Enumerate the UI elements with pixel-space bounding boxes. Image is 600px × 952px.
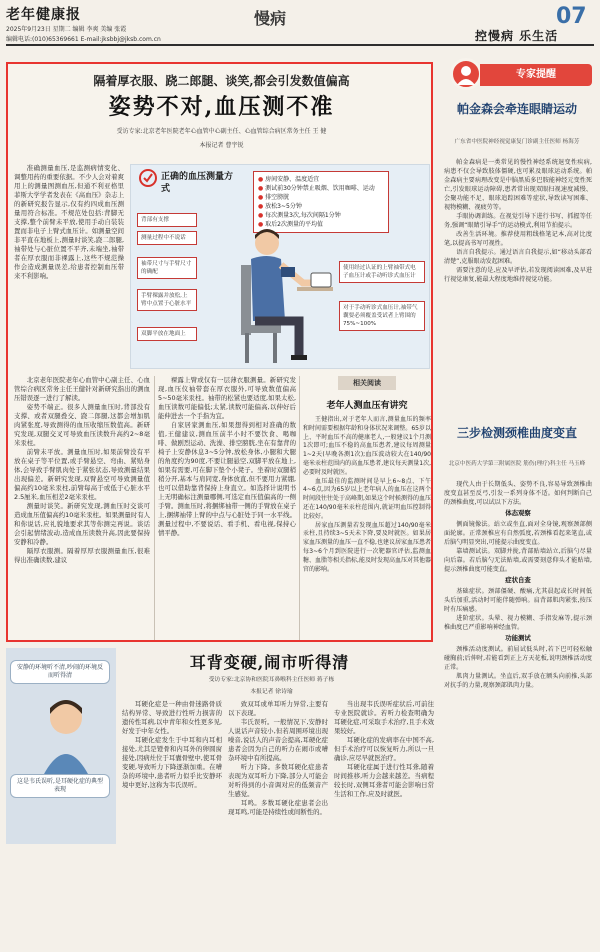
ear-column-2 <box>228 700 328 948</box>
infographic-title: 正确的血压测量方式 <box>161 172 234 194</box>
lead-column-2 <box>14 376 150 638</box>
sidebar-title-1: 帕金森会牵连眼睛运动 <box>456 102 577 116</box>
subhead: 症状自查 <box>505 576 531 584</box>
date-line: 2025年9月23日 星期二 编辑 李爽 美编 张霞 <box>6 26 127 33</box>
doctor-icon <box>450 58 482 90</box>
checklist-item: ● 测试前30分钟禁止吸烟、饮用咖啡、运动 <box>258 185 375 192</box>
page-number: 07 <box>556 4 587 29</box>
section-title: 慢病 <box>254 9 287 28</box>
subhead: 功能测试 <box>505 634 531 642</box>
note-back-support: 背部有支撑 <box>137 213 197 227</box>
checklist-item: ● 取后2次测量的平均值 <box>258 221 323 228</box>
paragraph: 北京老年医院老年心血管中心副主任、心血管综合病区常务主任王健针对新研究指出的测血压错误逐一进行了解读。 <box>14 376 150 402</box>
paragraph: 姿势不端正。很多人测量血压时,背部没有支撑、或者双腿叠交、跷二郎腿,这都会增加肌肉紧张度,导致测得的血压收缩压数值高。新研究发现,双腿交叉可导致血压读数升高约2~8毫米汞柱。 <box>14 403 150 447</box>
paragraph: 帕金森病是一类常见的慢性神经系统退变性疾病,病患不仅会导致肢体僵硬,也可累及眼球运动系统。帕金森病主要病理改变是中脑黑质多巴胺能神经元变性死亡,引发眼球运动障碍,患者常出现双眼扫视速度减慢、会聚功能不足、眼球追踪困难等症状,导致读写困难、视物模糊、视疲劳等。 <box>444 159 592 211</box>
note-no-talking: 测量过程中不说话 <box>137 231 197 245</box>
sidebar <box>440 58 594 948</box>
paragraph: 语言自我提示。通过语言自我提示,如“移动头部看清楚”,克服眼动发起困难。 <box>444 249 592 265</box>
paragraph: 自家居家测血压,如果想得到相对准确的数值,王健建议,测血压前半小时不要饮食、喝咖啡、做剧烈运动、洗澡、排空膀胱,坐在有靠背的椅子上安静休息3~5分钟,放松身体,小腿和大腿的角度约为90度,不要让腿悬空,双脚平放在地上,如果有需要,可在脚下垫个小凳子。坐着时双腿稍稍分开,基本与肩同宽,身体放直,但不要用力紧绷,也可以借助靠背保持上身直立。如选择计说明书上无明确标注测量哪侧,可选定血压值偏高的一侧手臂。测血压时,将捆绑袖带一侧的手臂放在桌子上,捆绑袖带上臂的中点与心脏处于同一水平线。测量过程中,不要说话、看手机、看电视,保持心情平静。 <box>158 421 296 537</box>
ear-article-title: 耳背变硬,闹市听得清 <box>189 653 350 672</box>
note-cuff-size: 袖带尺寸与手臂尺寸的确配 <box>137 257 197 279</box>
sidebar-title-2: 三步检测颈椎曲度变直 <box>456 426 577 440</box>
contact-line: 编辑电话:(010)65369661 E-mail:jksbbj@jksb.com.cn <box>6 36 161 43</box>
page-header <box>0 0 600 52</box>
column-divider <box>154 376 155 642</box>
sidebar-body-2 <box>444 480 592 946</box>
paragraph: 颈椎活动度测试。前屈试低头时,若下巴可轻松触碰胸前;后伸时,若能看到正上方天花板,说明颈椎活动度正常。 <box>444 646 592 671</box>
lead-column-1 <box>14 164 124 369</box>
paragraph: 耳硬化症的发病率在中国不高,但手术治疗可以恢复听力,所以一旦确诊,应尽早就医治疗。 <box>334 736 434 762</box>
speech-bubble: 这是韦氏误听,是耳硬化症的典型表现 <box>10 774 110 798</box>
note-feet-flat: 双脚平放在地面上 <box>137 327 197 341</box>
paragraph: 听力下降。多数耳硬化症患者表现为双耳听力下降,部分人可能会对听得到的小音调对应的低频音产生感觉。 <box>228 763 328 798</box>
sidebar-byline-2: 北京中医药大学第三附属医院 筋伤(理疗)科主任 马玉峰 <box>448 461 586 467</box>
checklist-item: ● 每次测量3次,每次间隔1分钟 <box>258 212 341 219</box>
paragraph: 现代人由于长期低头、姿势不良,容易导致颈椎曲度变直甚至反弓,引发一系列身体不适。如何判断自己的颈椎曲度,可以试以下方法。 <box>444 481 592 506</box>
paragraph: 隔厚衣服测。隔着厚厚衣服测量血压,很难得出准确读数,建议 <box>14 547 150 564</box>
note-cuff-coverage: 对于手动听诊式血压计,袖带气囊要必须覆盖受试者上臂围的75%~100% <box>339 301 425 331</box>
sidebar-body-1 <box>444 158 592 418</box>
ear-column-1 <box>122 700 222 948</box>
paragraph: 韦氏误听。一般情况下,安静时人说话声音较小,但若周围环境出现噪音,说话人的声音会提高,耳硬化症患者会因为自己的听力在闹市或嘈杂环境中有所提高。 <box>228 718 328 762</box>
paragraph: 靠墙测试法。双脚并拢,背部贴墙站立,后脑勺尽量向后靠。若后脑勺无法贴墙,或需要刻意仰头才能贴墙,提示颈椎曲度可能变直。 <box>444 548 592 573</box>
lead-column-3 <box>158 376 296 638</box>
person-illustration <box>26 694 106 774</box>
related-reading-title: 老年人测血压有讲究 <box>326 401 408 411</box>
paragraph: 裸露上臂或仅有一层薄衣服测量。新研究发现,血压仪袖带套在厚衣服外,可导致数值偏高5~50毫米汞柱。袖带的松紧也要适度,如果太松,血压读数可能偏低;太紧,读数可能偏高,以伸好后能伸进去一个手指为宜。 <box>158 376 296 420</box>
article-reporter: 本报记者 曹宇锐 <box>199 142 244 149</box>
checklist-item: ● 排空膀胱 <box>258 194 290 201</box>
ear-illustration <box>6 648 116 844</box>
paragraph: 肌肉力量测试。坐直后,双手放在额头向前推,头部对抗手的力量,观察颈部肌肉力量。 <box>444 673 592 689</box>
article-kicker: 隔着厚衣服、跷二郎腿、谈笑,都会引发数值偏高 <box>93 74 350 88</box>
note-certified-device: 使用经过认证的上臂袖带式电子血压计或手动听诊式血压计 <box>339 261 425 283</box>
paragraph: 血压最佳的监测时间是早上6~8点、下午4~6点,因为65岁以上老年病人的血压在这两个时间段往往处于高峰期,如果这个时候测得的血压还在140/90毫米汞柱范围内,就证明血压控制得比较好。 <box>303 477 431 520</box>
note-arm-position: 手臂裸露并放松,上臂中点置于心脏水平 <box>137 289 197 311</box>
related-reading-tag: 相关阅读 <box>338 376 396 390</box>
checklist-item: ● 房间安静、温度适宜 <box>258 176 320 183</box>
ear-article-byline: 受访专家:北京协和医院耳鼻喉科主任医师 蒋子栋 <box>208 677 335 683</box>
measurement-checklist <box>253 171 389 233</box>
lead-article[interactable] <box>6 62 433 642</box>
paragraph: 前臂未平放。测量血压时,如果前臂没有平放在桌子等平位置,或手臂悬空、弯曲、紧贴身体,会导致手臂肌肉处于紧张状态,导致测量结果出现偏差。新研究发现,双臂悬空可导致测量值偏高约10毫米汞柱,前臂每高于或低于心脏水平2.5厘米,血压相差2毫米汞柱。 <box>14 448 150 501</box>
article-title: 姿势不对,血压测不准 <box>108 94 335 120</box>
paragraph: 当出现韦氏误听症状后,可前往专业医院就诊。若听力检查明确为耳硬化症,可采取手术治疗,且手术效果较好。 <box>334 700 434 735</box>
ear-article-reporter: 本报记者 徐诗瑜 <box>250 689 293 695</box>
paragraph: 测量时谈笑。新研究发现,测血压时交谈可造成血压值偏高约10毫米汞柱。如果测量时有人和你说话,应礼貌地要求其等你测完再说。谈话会引起情绪波动,造成血压读数升高,因此要保持安静和冷静。 <box>14 502 150 546</box>
paragraph: 基础症状。颈部僵硬、酸痛,尤其晨起或长时间低头后加重,活动时可能伴随弹响。肩背部肌肉紧张,按压时有压痛感。 <box>444 588 592 613</box>
header-rule <box>6 44 594 46</box>
check-icon <box>139 169 157 187</box>
column-divider <box>299 376 300 642</box>
checklist-item: ● 放松3~5分钟 <box>258 203 302 210</box>
blood-pressure-infographic <box>130 164 430 369</box>
paragraph: 耳鸣。多数耳硬化症患者会出现耳鸣,可能是持续性或间断性的。 <box>228 799 328 816</box>
expert-reminder-badge: 专家提醒 <box>480 64 592 86</box>
paragraph: 王健指出,对于老年人而言,测量血压的频率和时间需要根据年龄和身体状况来调整。65岁以上、平时血压不高的健康老人,一般建议1个月测1次即可;血压不稳的高血压患者,建议每周测量1~2天(早晚各测1次);血压波动较大在140/90毫米汞柱范围内的高血压患者,建议每天测量1次,必要时及时就医。 <box>303 416 431 476</box>
related-reading-body <box>303 416 431 574</box>
ear-column-3 <box>334 700 434 948</box>
sidebar-byline-1: 广东省中医院神经视觉康复门诊副主任医师 杨海芳 <box>454 139 580 145</box>
masthead-logo: 老年健康报 <box>6 7 81 23</box>
paragraph: 居家血压测量若发现血压超过140/90毫米汞柱,且持续3~5天未下降,要及时就医。如果居家血压测量的血压一直不稳,也建议居家血压患者每3~6个月到医院进行一次靶器官评估,监测血糖、血脂等相关指标,能及时发现高血压对其他器官的影响。 <box>303 521 431 573</box>
paragraph: 耳硬化症发生于中耳和内耳相接处,尤其是镫骨和内耳外的卵圆窗接处,因病灶位于耳囊骨壁中,使耳骨变硬,导致听力下降逐渐加重。在嘈杂的环境中,患者听力似乎比安静环境中更好,这称为韦氏误听。 <box>122 736 222 789</box>
paragraph: 侧面镜像法。站立或坐直,面对全身镜,观察颈部侧面轮廓。正常颈椎应有自然弧度,若颈椎看起来笔直,或后脑勺明显突出,可能提示曲度变直。 <box>444 521 592 546</box>
speech-bubble: 安静的环境听不清,吵闹的环境反而听得清 <box>10 660 110 684</box>
paragraph: 耳硬化症是一种由骨迷路骨质结构异常、导致进行性听力损害的遗传性耳病,以中青年和女性更多见,好发于中年女性。 <box>122 700 222 735</box>
paragraph: 需要注意的是,应及早评估,若发现阅读困难,及早进行视觉康复,能最大程度地维持视觉功能。 <box>444 267 592 283</box>
seated-person-illustration <box>211 225 336 365</box>
paragraph: 手眼协调训练。在视觉引导下进行书写、抓握等任务,强调“眼睛引导手”的运动模式,利用节拍提示。 <box>444 213 592 229</box>
article-byline: 受访专家:北京老年医院老年心血管中心副主任、心血管综合病区常务主任 王 健 <box>116 128 327 135</box>
paragraph: 致双耳或单耳听力异常,主要有以下表现。 <box>228 700 328 717</box>
paragraph: 准确测量血压,是监测病情变化、调整用药的重要依据。不少人会对着爽用上的测量图测血压,但通不利亚格里菲斯大学学者发表在《高血压》杂志上的新研究报告显示,仅有约四成血压测量用符合标准。不规范处包括:背脚无支撑,整个前臂未平放,使用手动自装装置而非电子上臂式血压计。如测量空间非平直在地板上,测量时谈笑,跷二郎腿,袖带处与心脏位置不平齐,未端坐,袖带者在厚衣服而非裸露上,这些不规范操作会造成测量误差,给患者控制血压带来不利影响。 <box>14 164 124 280</box>
subhead: 体态观察 <box>505 509 531 517</box>
paragraph: 进阶症状。头晕、视力模糊、手指发麻等,提示颈椎曲度已严重影响神经血管。 <box>444 615 592 631</box>
ear-column-0 <box>6 850 116 948</box>
related-reading-box <box>303 376 431 641</box>
paragraph: 耳硬化症属于进行性耳聋,随着时间推移,听力会越来越差。当病程较长时,双侧耳聋者可能会影响日常生活和工作,应及时就医。 <box>334 763 434 798</box>
column-tags: 控慢病 乐生活 <box>475 29 559 43</box>
paragraph: 改善生活环境。推荐使用粗线格笔记本,高对比度笔,以提高书写可视性。 <box>444 231 592 247</box>
